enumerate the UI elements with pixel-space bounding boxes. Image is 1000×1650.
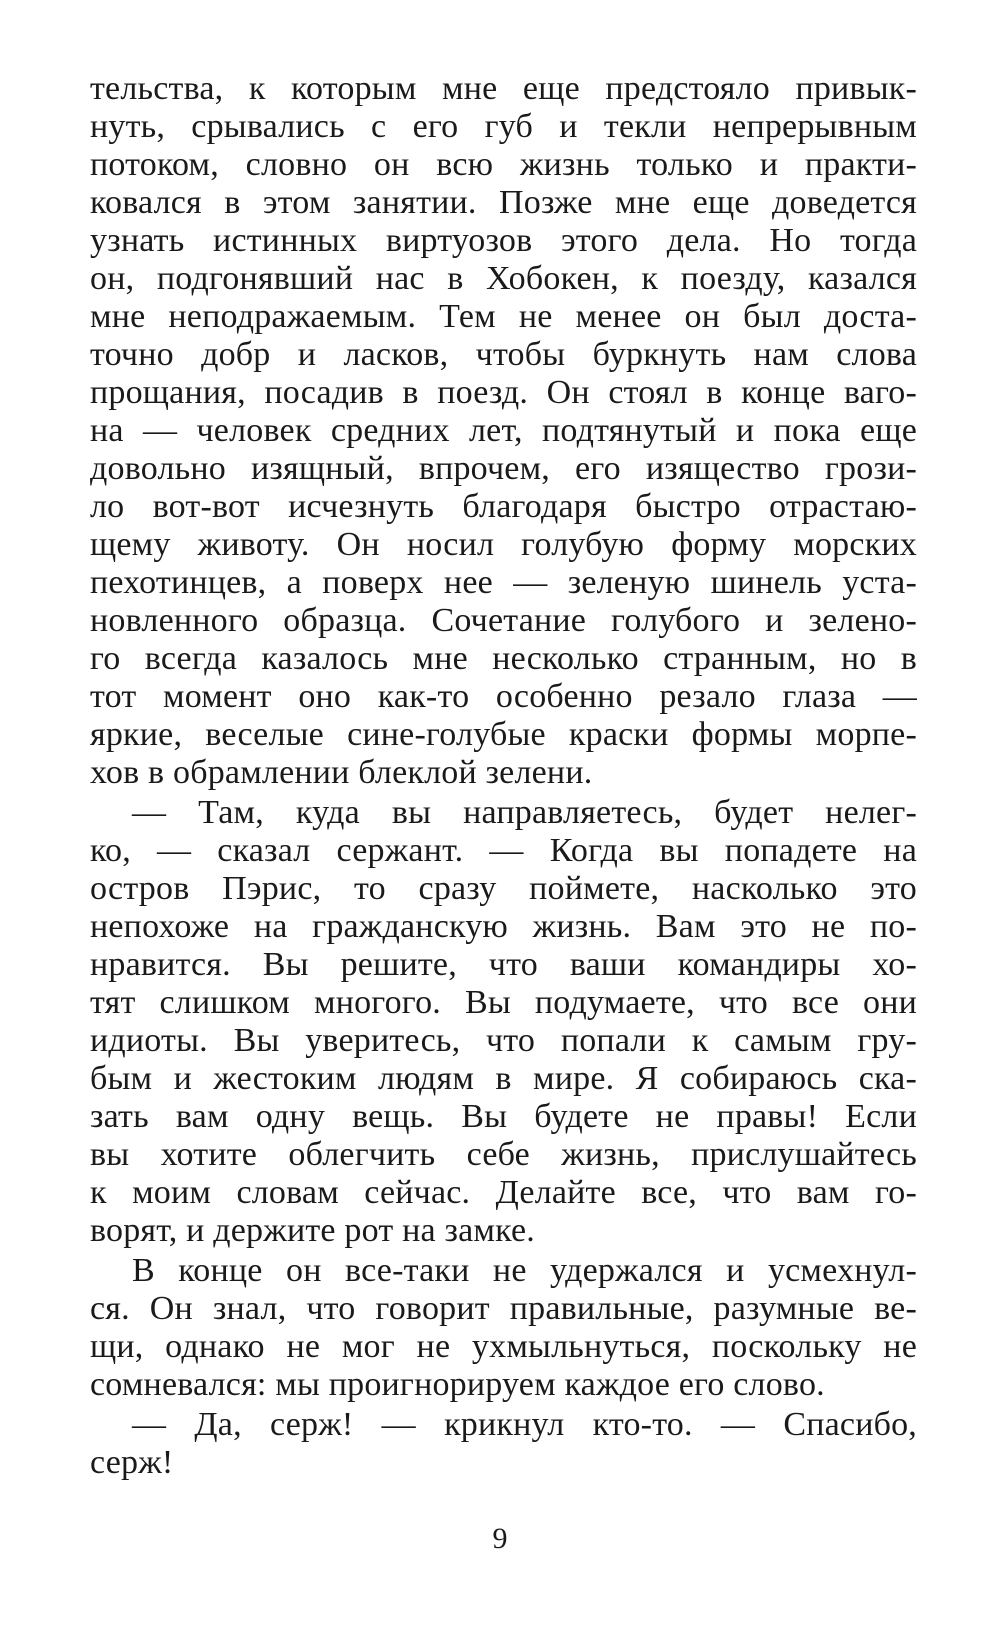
text-line: вы хотите облегчить себе жизнь, прислушайтесь [90, 1136, 917, 1173]
text-line: довольно изящный, впрочем, его изящество грози- [90, 450, 917, 487]
text-line: ло вот-вот исчезнуть благодаря быстро отрастаю- [90, 488, 917, 525]
text-line: остров Пэрис, то сразу поймете, насколько это [90, 870, 917, 907]
text-line: он, подгонявший нас в Хобокен, к поезду, казался [90, 260, 917, 297]
text-line: го всегда казалось мне несколько странным, но в [90, 640, 917, 677]
text-line: ворят, и держите рот на замке. [90, 1212, 535, 1249]
text-line: нравится. Вы решите, что ваши командиры хо- [90, 946, 917, 983]
text-line: бым и жестоким людям в мире. Я собираюсь ска- [90, 1060, 917, 1097]
text-line: ко, — сказал сержант. — Когда вы попадете на [90, 832, 917, 869]
text-line: щему животу. Он носил голубую форму морских [90, 526, 917, 563]
text-line: прощания, посадив в поезд. Он стоял в конце ваго- [90, 374, 917, 411]
text-line: серж! [90, 1444, 174, 1481]
text-line: пехотинцев, а поверх нее — зеленую шинель уста- [90, 564, 917, 601]
text-line: новленного образца. Сочетание голубого и зелено- [90, 602, 917, 639]
text-line: хов в обрамлении блеклой зелени. [90, 754, 593, 791]
text-line: щи, однако не мог не ухмыльнуться, поскольку не [90, 1328, 917, 1365]
text-line: зать вам одну вещь. Вы будете не правы! Если [90, 1098, 917, 1135]
text-line: точно добр и ласков, чтобы буркнуть нам слова [90, 336, 917, 373]
text-line: идиоты. Вы уверитесь, что попали к самым гру- [90, 1022, 917, 1059]
text-line: тельства, к которым мне еще предстояло привык- [90, 70, 917, 107]
text-line: потоком, словно он всю жизнь только и практи- [90, 146, 917, 183]
text-line: ся. Он знал, что говорит правильные, разумные ве- [90, 1290, 917, 1327]
page-number: 9 [492, 1522, 508, 1555]
text-line: В конце он все-таки не удержался и усмехнул- [132, 1252, 917, 1289]
text-line: — Да, серж! — крикнул кто-то. — Спасибо, [132, 1406, 917, 1443]
text-line: яркие, веселые сине-голубые краски формы морпе- [90, 716, 917, 753]
text-line: — Там, куда вы направляетесь, будет нелег- [132, 794, 917, 831]
text-line: тят слишком многого. Вы подумаете, что все они [90, 984, 917, 1021]
text-line: сомневался: мы проигнорируем каждое его слово. [90, 1366, 825, 1403]
text-line: нуть, срывались с его губ и текли непрерывным [90, 108, 917, 145]
text-line: мне неподражаемым. Тем не менее он был доста- [90, 298, 917, 335]
text-line: узнать истинных виртуозов этого дела. Но тогда [90, 222, 917, 259]
text-line: ковался в этом занятии. Позже мне еще доведется [90, 184, 917, 221]
text-line: на — человек средних лет, подтянутый и пока еще [90, 412, 917, 449]
text-line: к моим словам сейчас. Делайте все, что вам го- [90, 1174, 917, 1211]
text-line: тот момент оно как-то особенно резало глаза — [90, 678, 917, 715]
text-line: непохоже на гражданскую жизнь. Вам это не по- [90, 908, 917, 945]
